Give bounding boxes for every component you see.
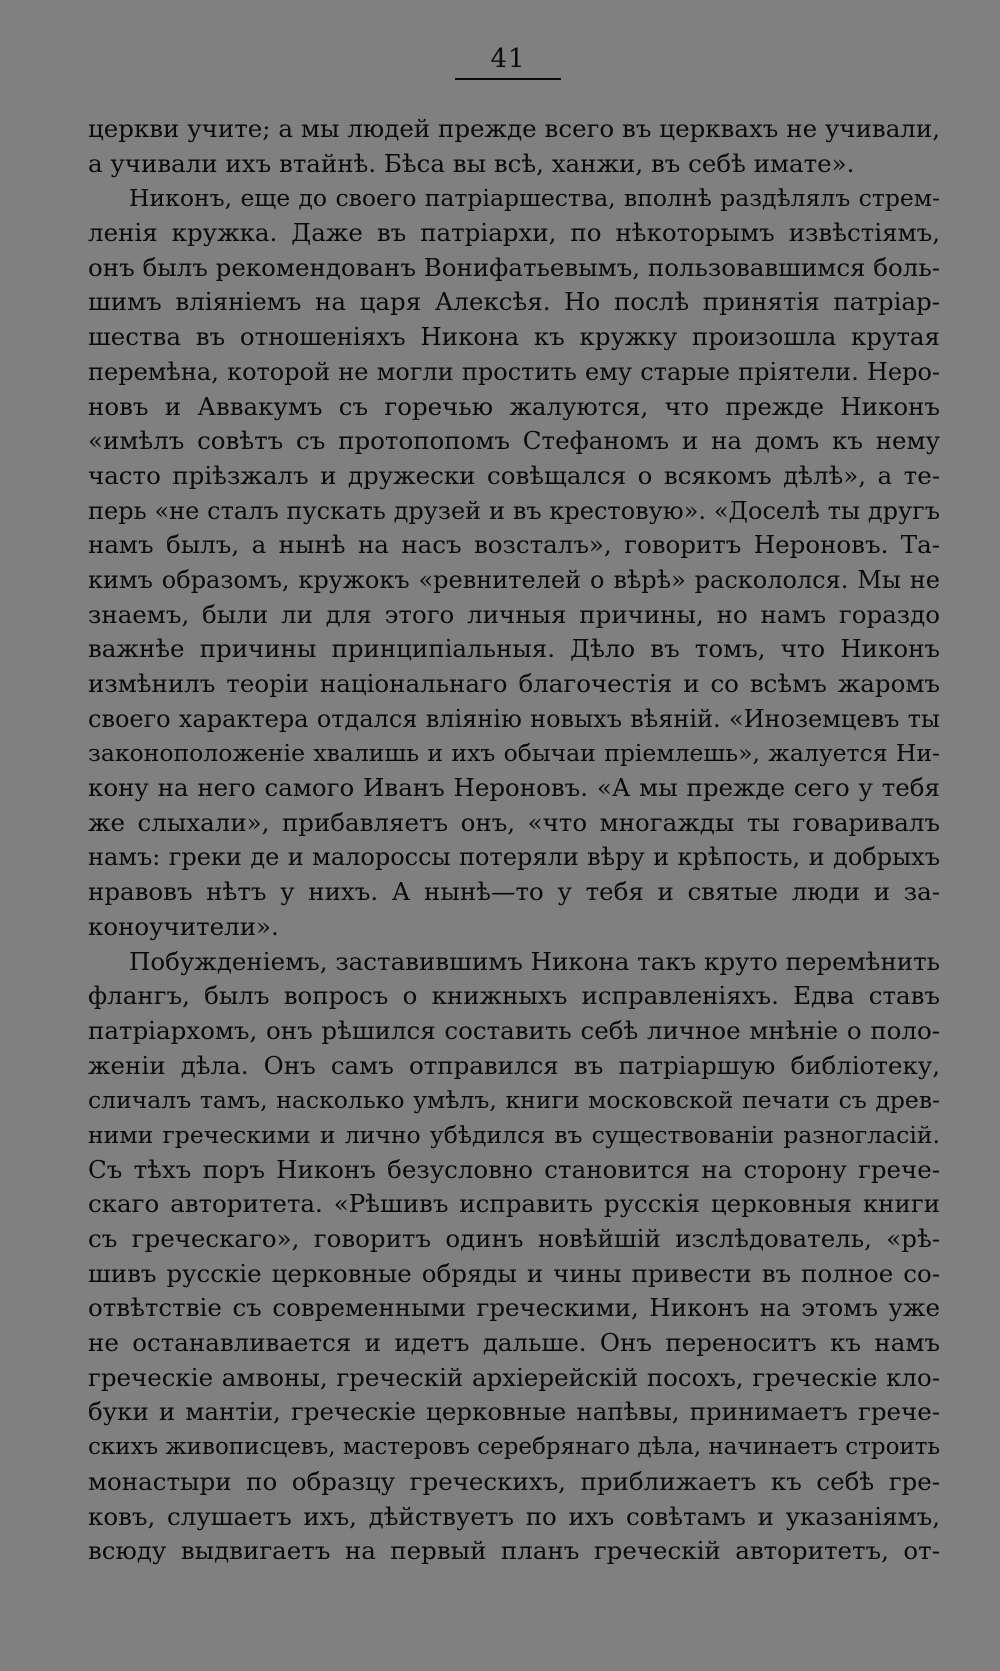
body-text (88, 112, 940, 1569)
text-line: перь «не сталъ пускать друзей и въ крестовую». «Доселѣ ты другъ (88, 496, 940, 525)
text-line: церкви учите; а мы людей прежде всего въ церквахъ не учивали, (88, 114, 940, 143)
text-line: онъ былъ рекомендованъ Вонифатьевымъ, пользовавшимся боль- (88, 252, 940, 282)
text-line: своего характера отдался вліянію новыхъ вѣяній. «Иноземцевъ ты (88, 704, 940, 733)
text-line: патріархомъ, онъ рѣшился составить себѣ личное мнѣніе о поло- (88, 1015, 940, 1045)
page-number: 41 (490, 44, 526, 74)
text-line: ковъ, слушаетъ ихъ, дѣйствуетъ по ихъ совѣтамъ и указаніямъ, (88, 1501, 940, 1531)
text-line: а учивали ихъ втайнѣ. Бѣса вы всѣ, ханжи, въ себѣ имате». (88, 148, 855, 178)
text-line: ними греческими и лично убѣдился въ существованіи разногласій. (88, 1120, 940, 1149)
text-line: коноучители». (88, 911, 279, 941)
text-line: измѣнилъ теоріи національнаго благочестія и со всѣмъ жаромъ (88, 669, 940, 698)
text-line: женіи дѣла. Онъ самъ отправился въ патріаршую библіотеку, (88, 1050, 940, 1080)
text-line: шества въ отношеніяхъ Никона къ кружку произошла крутая (88, 322, 940, 352)
text-line: знаемъ, были ли для этого личныя причины, но намъ гораздо (88, 599, 940, 629)
text-line: же слыхали», прибавляетъ онъ, «что многажды ты говаривалъ (88, 807, 940, 837)
text-line: кимъ образомъ, кружокъ «ревнителей о вѣрѣ» раскололся. Мы не (88, 565, 940, 594)
text-line: скаго авторитета. «Рѣшивъ исправить русскія церковныя книги (88, 1189, 940, 1219)
text-line: съ греческаго», говоритъ одинъ новѣйшій изслѣдователь, «рѣ- (88, 1224, 940, 1253)
text-line: шимъ вліяніемъ на царя Алексѣя. Но послѣ принятія патріар- (88, 287, 940, 317)
text-line: флангъ, былъ вопросъ о книжныхъ исправленіяхъ. Едва ставъ (88, 981, 940, 1011)
text-line: часто пріѣзжалъ и дружески совѣщался о всякомъ дѣлѣ», а те- (88, 460, 940, 490)
page-number-rule (455, 78, 561, 80)
text-line: скихъ живописцевъ, мастеровъ серебрянаго дѣла, начинаетъ строить (88, 1434, 940, 1461)
text-line: шивъ русскіе церковные обряды и чины привести въ полное со- (88, 1258, 940, 1288)
text-line: Побужденіемъ, заставившимъ Никона такъ круто перемѣнить (129, 946, 940, 976)
text-line: Никонъ, еще до своего патріаршества, вполнѣ раздѣлялъ стрем- (129, 184, 940, 213)
text-line: «имѣлъ совѣтъ съ протопопомъ Стефаномъ и на домъ къ нему (88, 426, 940, 456)
text-line: греческіе амвоны, греческій архіерейскій посохъ, греческіе кло- (88, 1362, 940, 1392)
text-line: кону на него самого Иванъ Нероновъ. «А мы прежде сего у тебя (88, 773, 940, 803)
text-line: всюду выдвигаетъ на первый планъ греческій авторитетъ, от- (88, 1536, 940, 1566)
text-line: отвѣтствіе съ современными греческими, Никонъ на этомъ уже (88, 1293, 940, 1323)
text-line: нравовъ нѣтъ у нихъ. А нынѣ—то у тебя и святые люди и за- (88, 877, 940, 907)
text-line: Съ тѣхъ поръ Никонъ безусловно становится на сторону грече- (88, 1154, 940, 1184)
text-line: законоположеніе хвалишь и ихъ обычаи пріемлешь», жалуется Ни- (88, 739, 940, 768)
text-line: не останавливается и идетъ дальше. Онъ переноситъ къ намъ (88, 1328, 940, 1358)
text-line: ленія кружка. Даже въ патріархи, по нѣкоторымъ извѣстіямъ, (88, 218, 940, 248)
text-line: важнѣе причины принципіальныя. Дѣло въ томъ, что Никонъ (88, 634, 940, 664)
text-line: намъ былъ, а нынѣ на насъ возсталъ», говоритъ Нероновъ. Та- (88, 530, 940, 560)
text-line: буки и мантіи, греческіе церковные напѣвы, принимаетъ грече- (88, 1397, 940, 1427)
text-line: перемѣна, которой не могли простить ему старые пріятели. Неро- (88, 357, 940, 386)
page-header (455, 44, 561, 80)
text-line: монастыри по образцу греческихъ, приближаетъ къ себѣ гре- (88, 1466, 940, 1496)
text-line: сличалъ тамъ, насколько умѣлъ, книги московской печати съ древ- (88, 1086, 940, 1115)
text-line: намъ: греки де и малороссы потеряли вѣру и крѣпость, и добрыхъ (88, 843, 940, 872)
text-line: новъ и Аввакумъ съ горечью жалуются, что прежде Никонъ (88, 391, 940, 421)
